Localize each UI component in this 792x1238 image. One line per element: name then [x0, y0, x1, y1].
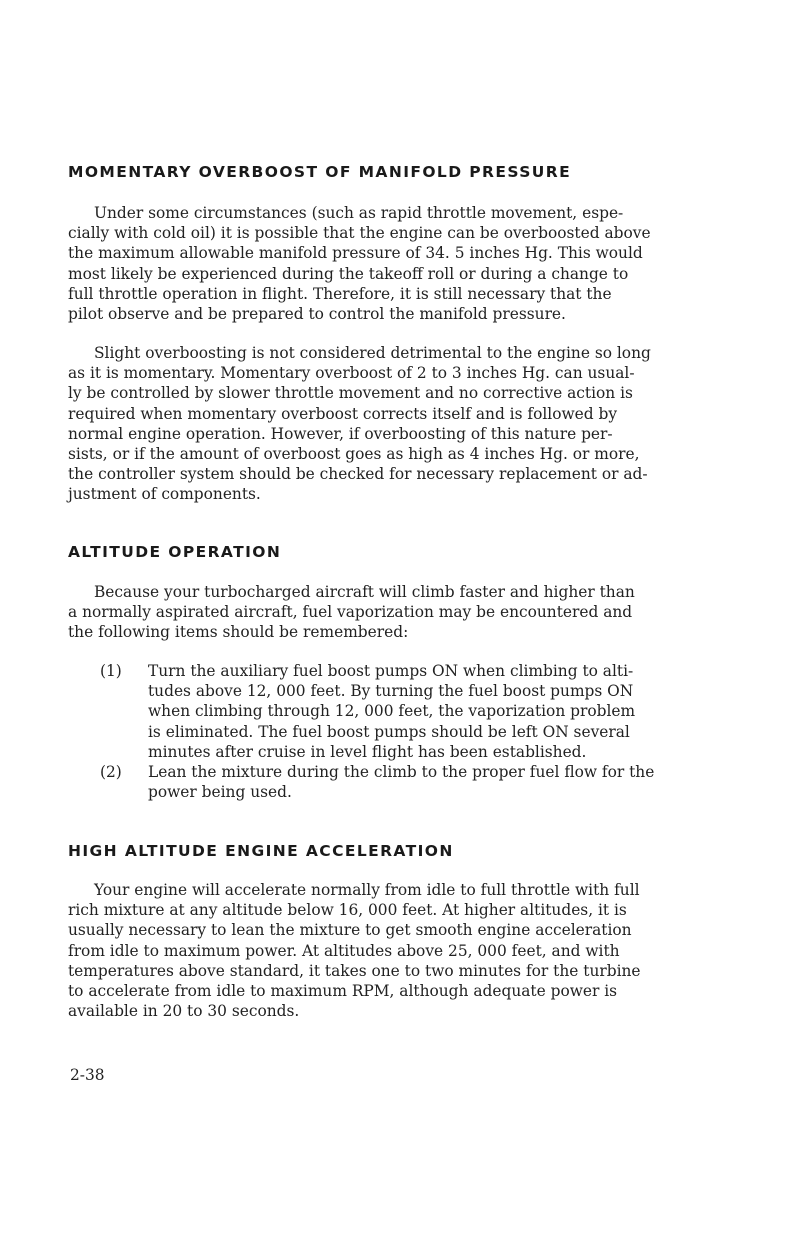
text-line: power being used. [148, 783, 292, 802]
text-line: cially with cold oil) it is possible that the engine can be overboosted above [68, 224, 651, 243]
list-item-number: (2) [100, 763, 122, 782]
text-line: to accelerate from idle to maximum RPM, although adequate power is [68, 982, 618, 1001]
list-item [68, 661, 732, 762]
text-line: is eliminated. The fuel boost pumps should be left ON several [148, 722, 630, 741]
text-line: required when momentary overboost corrects itself and is followed by [68, 404, 618, 423]
page-number: 2-38 [70, 1066, 105, 1084]
text-line: full throttle operation in flight. Therefore, it is still necessary that the [68, 284, 612, 303]
text-line: the following items should be remembered: [68, 623, 409, 642]
text-line: Turn the auxiliary fuel boost pumps ON when climbing to alti- [148, 662, 634, 680]
text-line: temperatures above standard, it takes one to two minutes for the turbine [68, 961, 641, 980]
text-line: usually necessary to lean the mixture to get smooth engine acceleration [68, 921, 632, 940]
text-line: when climbing through 12, 000 feet, the vaporization problem [148, 702, 636, 721]
paragraph-overboost-circumstances [68, 203, 732, 324]
text-line: tudes above 12, 000 feet. By turning the fuel boost pumps ON [148, 682, 634, 701]
text-line: justment of components. [68, 485, 261, 504]
text-line: as it is momentary. Momentary overboost of 2 to 3 inches Hg. can usual- [68, 364, 635, 383]
text-line: minutes after cruise in level flight has been established. [148, 742, 587, 761]
section-heading-momentary-overboost: MOMENTARY OVERBOOST OF MANIFOLD PRESSURE [68, 163, 572, 181]
text-line: the maximum allowable manifold pressure of 34. 5 inches Hg. This would [68, 244, 643, 263]
section-heading-altitude-operation: ALTITUDE OPERATION [68, 543, 282, 561]
text-line: available in 20 to 30 seconds. [68, 1002, 300, 1021]
paragraph-altitude-intro [68, 582, 732, 643]
text-line: Under some circumstances (such as rapid throttle movement, espe- [94, 204, 624, 222]
section-heading-high-altitude-acceleration: HIGH ALTITUDE ENGINE ACCELERATION [68, 842, 454, 860]
list-item-number: (1) [100, 662, 122, 680]
numbered-list [68, 661, 732, 802]
paragraph-engine-acceleration [68, 880, 732, 1021]
text-line: Because your turbocharged aircraft will climb faster and higher than [94, 583, 635, 601]
text-line: Slight overboosting is not considered detrimental to the engine so long [94, 344, 651, 362]
text-line: the controller system should be checked for necessary replacement or ad- [68, 465, 648, 484]
paragraph-slight-overboosting [68, 343, 732, 505]
text-line: rich mixture at any altitude below 16, 000 feet. At higher altitudes, it is [68, 901, 627, 920]
text-line: sists, or if the amount of overboost goes as high as 4 inches Hg. or more, [68, 445, 640, 464]
text-line: pilot observe and be prepared to control the manifold pressure. [68, 305, 566, 324]
text-line: ly be controlled by slower throttle movement and no corrective action is [68, 384, 633, 403]
list-item [68, 762, 732, 802]
text-line: normal engine operation. However, if overboosting of this nature per- [68, 424, 613, 443]
text-line: a normally aspirated aircraft, fuel vaporization may be encountered and [68, 603, 633, 622]
text-line: Your engine will accelerate normally from idle to full throttle with full [94, 881, 640, 899]
text-line: Lean the mixture during the climb to the proper fuel flow for the [148, 763, 655, 782]
text-line: from idle to maximum power. At altitudes above 25, 000 feet, and with [68, 941, 620, 960]
text-line: most likely be experienced during the takeoff roll or during a change to [68, 264, 629, 283]
